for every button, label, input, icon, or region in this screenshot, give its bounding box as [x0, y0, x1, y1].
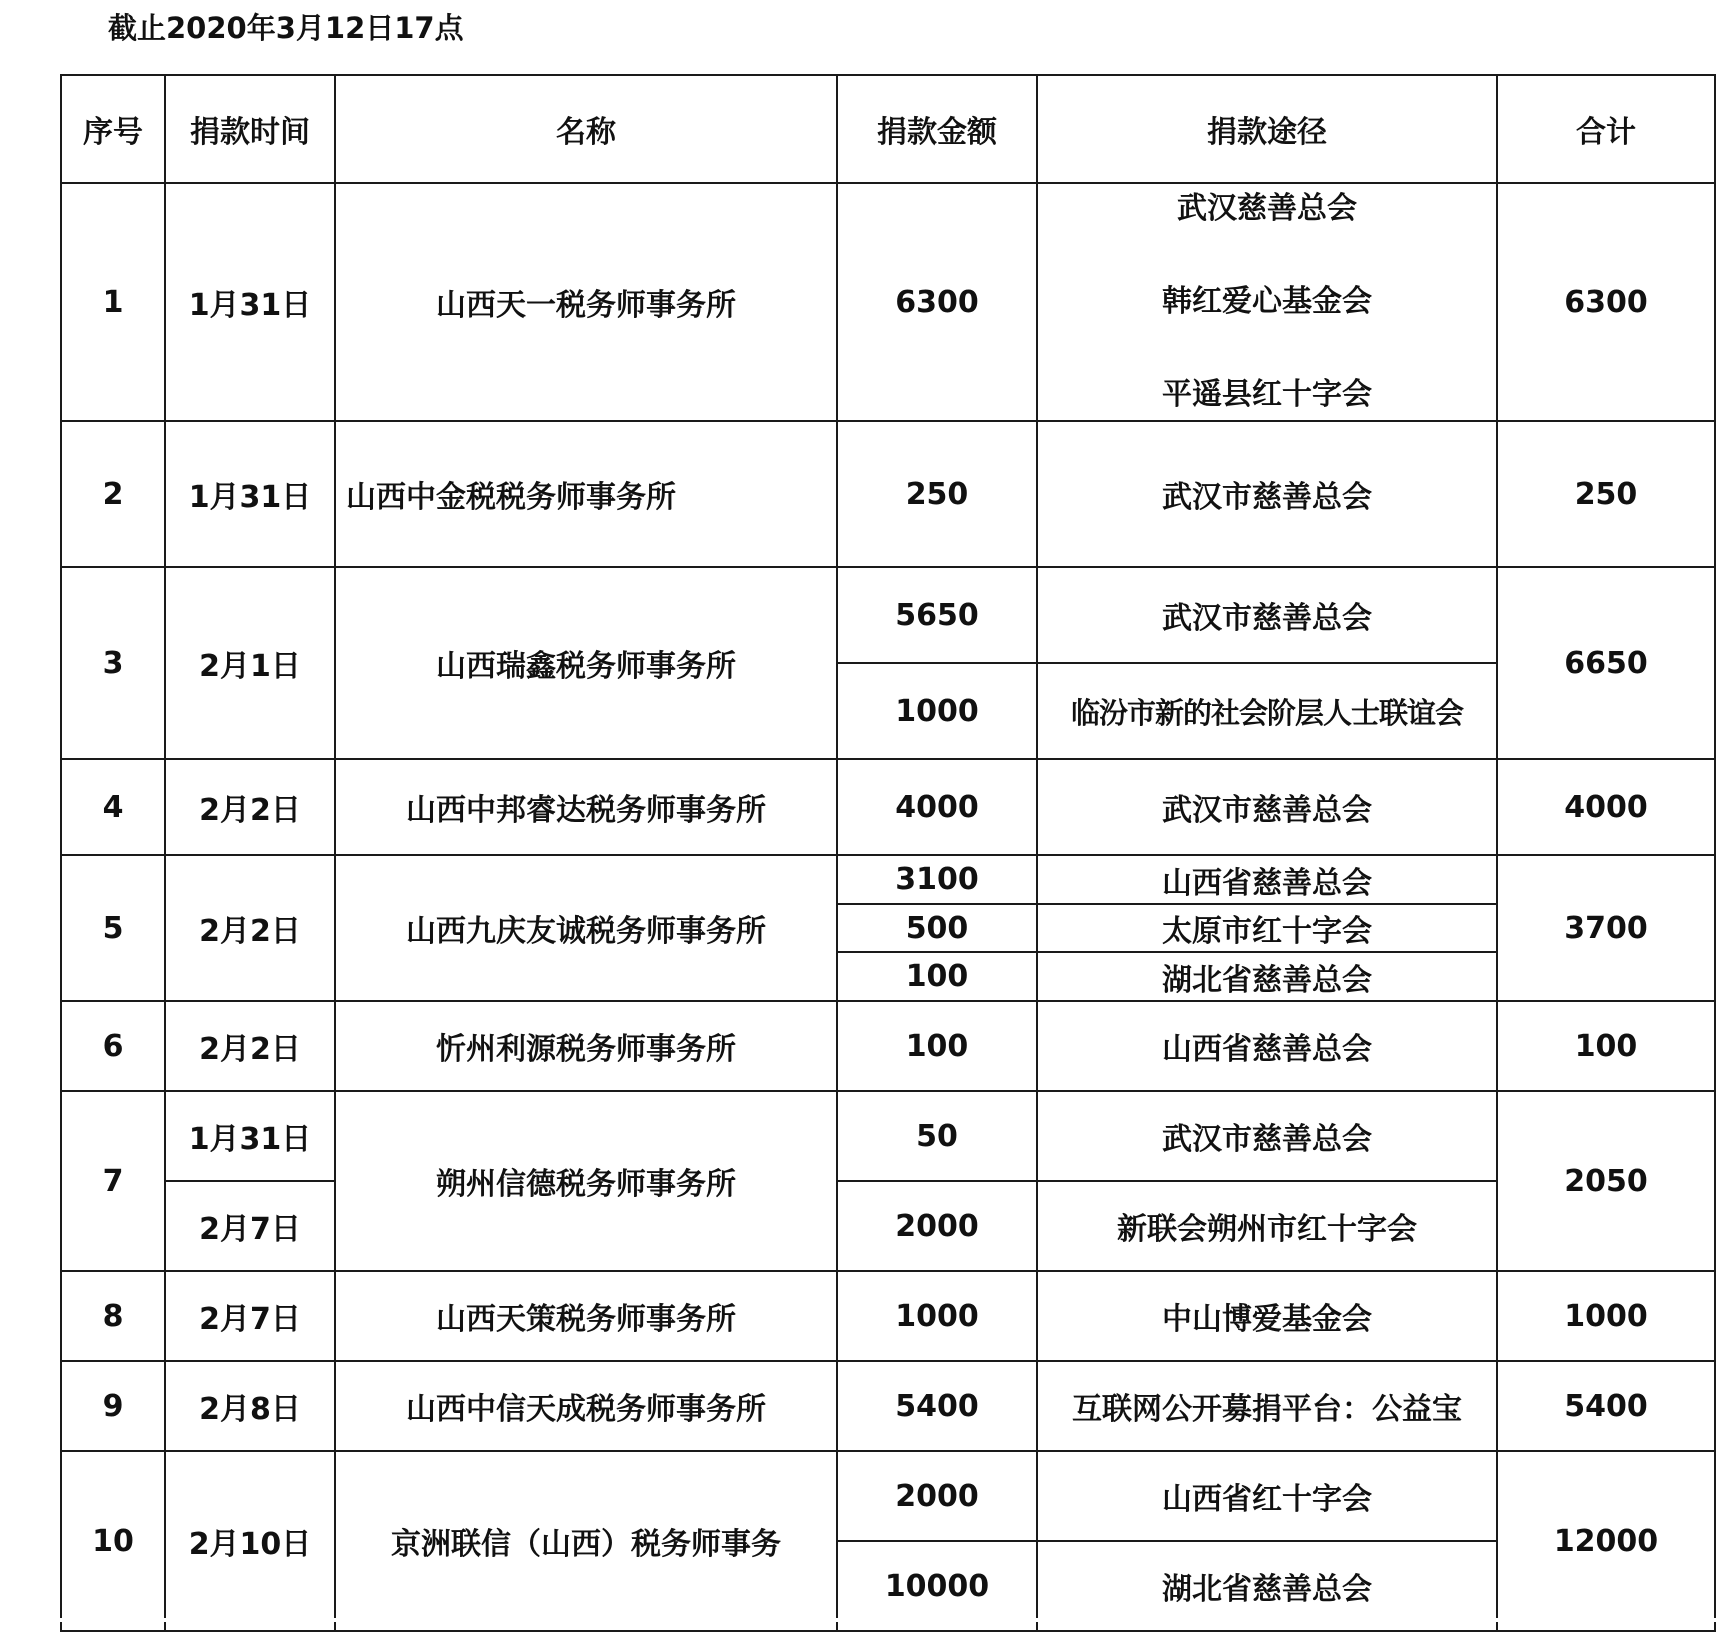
row-name: 山西天策税务师事务所	[335, 1271, 837, 1361]
row-channel: 山西省慈善总会	[1037, 855, 1497, 904]
row-date: 2月7日	[165, 1181, 335, 1271]
page-bottom-edge	[0, 1618, 1716, 1622]
row-channel: 武汉市慈善总会	[1037, 567, 1497, 663]
row-name: 京洲联信（山西）税务师事务	[335, 1451, 837, 1631]
row-amount: 3100	[837, 855, 1037, 904]
row-channel: 湖北省慈善总会	[1037, 952, 1497, 1001]
row-amount: 250	[837, 421, 1037, 567]
header-index: 序号	[61, 75, 165, 183]
row-channel: 湖北省慈善总会	[1037, 1541, 1497, 1631]
row-amount: 10000	[837, 1541, 1037, 1631]
row-channel: 韩红爱心基金会	[1162, 284, 1372, 319]
row-total: 1000	[1497, 1271, 1715, 1361]
header-amount: 捐款金额	[837, 75, 1037, 183]
row-total: 12000	[1497, 1451, 1715, 1631]
row-total: 250	[1497, 421, 1715, 567]
table-subrow	[61, 1181, 1715, 1271]
row-channel: 武汉市慈善总会	[1037, 421, 1497, 567]
row-name: 山西中邦睿达税务师事务所	[335, 759, 837, 855]
row-amount: 6300	[837, 183, 1037, 421]
row-name: 山西九庆友诚税务师事务所	[335, 855, 837, 1001]
row-index: 10	[61, 1451, 165, 1631]
row-amount: 50	[837, 1091, 1037, 1181]
table-row	[61, 567, 1715, 663]
row-channel: 武汉市慈善总会	[1037, 1091, 1497, 1181]
header-total: 合计	[1497, 75, 1715, 183]
row-channel: 武汉市慈善总会	[1037, 759, 1497, 855]
row-total: 100	[1497, 1001, 1715, 1091]
row-date: 2月7日	[165, 1271, 335, 1361]
table-row	[61, 1271, 1715, 1361]
row-name: 山西瑞鑫税务师事务所	[335, 567, 837, 759]
table-row	[61, 1451, 1715, 1541]
table-row	[61, 855, 1715, 904]
row-amount: 100	[837, 952, 1037, 1001]
header-row	[61, 75, 1715, 183]
table-row	[61, 421, 1715, 567]
row-total: 5400	[1497, 1361, 1715, 1451]
row-channel-group	[1037, 183, 1497, 421]
row-total: 6300	[1497, 183, 1715, 421]
row-amount: 1000	[837, 663, 1037, 759]
row-amount: 4000	[837, 759, 1037, 855]
row-date: 2月2日	[165, 855, 335, 1001]
row-index: 2	[61, 421, 165, 567]
row-date: 2月1日	[165, 567, 335, 759]
row-channel: 山西省红十字会	[1037, 1451, 1497, 1541]
row-channel: 太原市红十字会	[1037, 904, 1497, 952]
row-index: 4	[61, 759, 165, 855]
table-row	[61, 759, 1715, 855]
row-date: 2月2日	[165, 1001, 335, 1091]
table-row	[61, 183, 1715, 421]
row-date: 1月31日	[165, 1091, 335, 1181]
row-date: 1月31日	[165, 183, 335, 421]
table-row	[61, 1361, 1715, 1451]
row-index: 8	[61, 1271, 165, 1361]
row-total: 6650	[1497, 567, 1715, 759]
row-amount: 1000	[837, 1271, 1037, 1361]
row-amount: 500	[837, 904, 1037, 952]
row-index: 1	[61, 183, 165, 421]
row-channel: 平遥县红十字会	[1162, 377, 1372, 412]
table-row	[61, 1001, 1715, 1091]
header-name: 名称	[335, 75, 837, 183]
row-index: 5	[61, 855, 165, 1001]
row-name: 山西中信天成税务师事务所	[335, 1361, 837, 1451]
row-name: 忻州利源税务师事务所	[335, 1001, 837, 1091]
row-name: 山西中金税税务师事务所	[335, 421, 837, 567]
row-index: 3	[61, 567, 165, 759]
row-amount: 2000	[837, 1451, 1037, 1541]
row-date: 2月8日	[165, 1361, 335, 1451]
row-channel: 新联会朔州市红十字会	[1037, 1181, 1497, 1271]
row-index: 6	[61, 1001, 165, 1091]
row-index: 9	[61, 1361, 165, 1451]
header-date: 捐款时间	[165, 75, 335, 183]
row-name: 山西天一税务师事务所	[335, 183, 837, 421]
row-channel: 临汾市新的社会阶层人士联谊会	[1037, 663, 1497, 759]
row-total: 3700	[1497, 855, 1715, 1001]
table-row	[61, 1091, 1715, 1181]
donation-table	[60, 74, 1716, 1632]
row-date: 2月2日	[165, 759, 335, 855]
row-channel: 武汉慈善总会	[1177, 191, 1357, 226]
row-total: 2050	[1497, 1091, 1715, 1271]
row-channel: 山西省慈善总会	[1037, 1001, 1497, 1091]
row-date: 1月31日	[165, 421, 335, 567]
row-amount: 2000	[837, 1181, 1037, 1271]
row-amount: 5400	[837, 1361, 1037, 1451]
row-index: 7	[61, 1091, 165, 1271]
row-channel: 互联网公开募捐平台：公益宝	[1037, 1361, 1497, 1451]
document-title: 截止2020年3月12日17点	[108, 11, 464, 45]
row-date: 2月10日	[165, 1451, 335, 1631]
row-amount: 100	[837, 1001, 1037, 1091]
row-name: 朔州信德税务师事务所	[335, 1091, 837, 1271]
row-total: 4000	[1497, 759, 1715, 855]
header-channel: 捐款途径	[1037, 75, 1497, 183]
row-channel: 中山博爱基金会	[1037, 1271, 1497, 1361]
row-amount: 5650	[837, 567, 1037, 663]
